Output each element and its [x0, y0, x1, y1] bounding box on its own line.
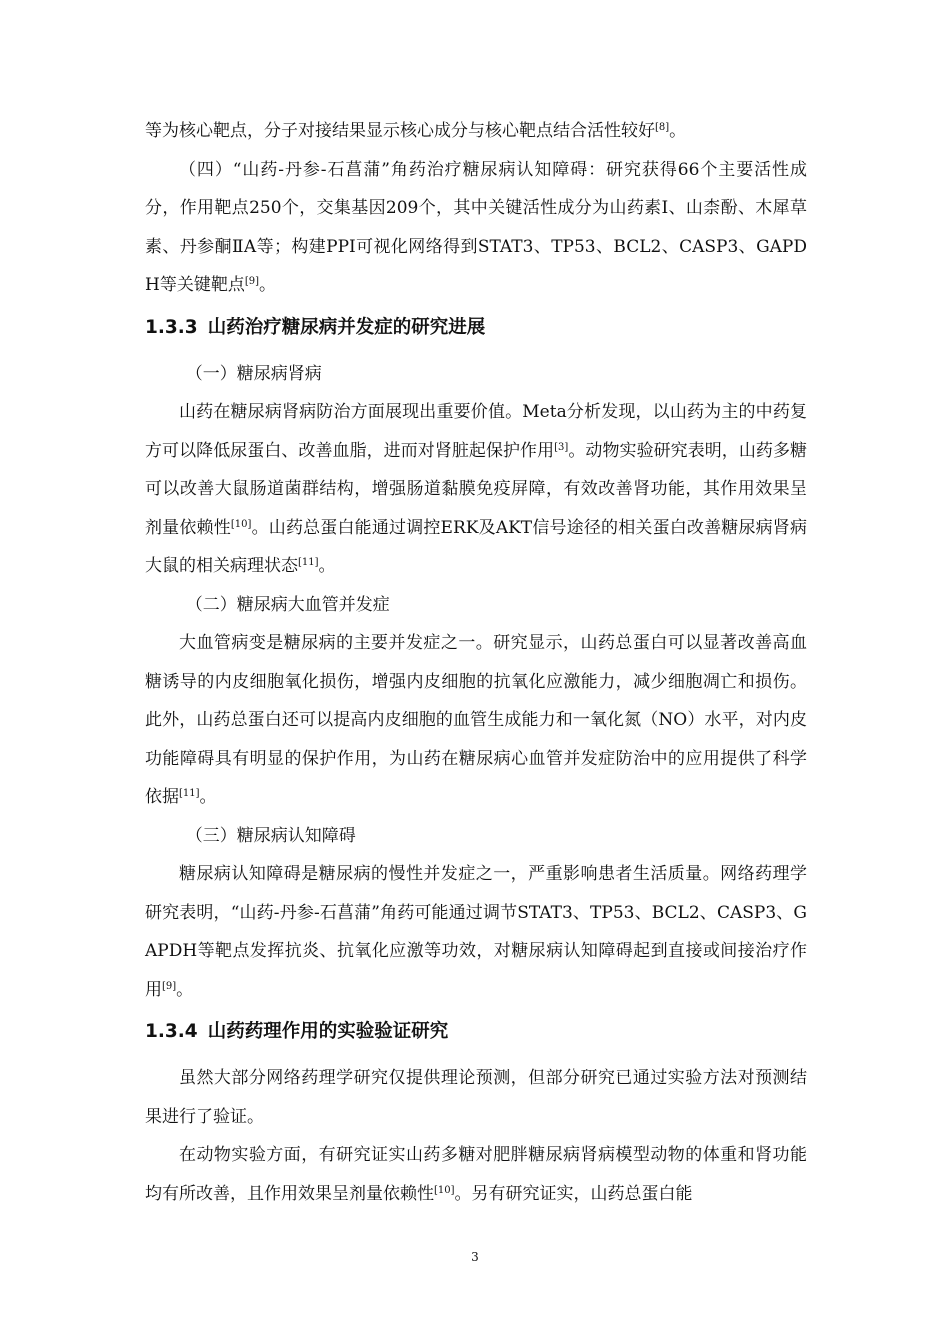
- citation: [10]: [230, 518, 252, 530]
- citation: [10]: [434, 1184, 455, 1196]
- subheading-macrovascular: （二）糖尿病大血管并发症: [185, 594, 390, 615]
- paragraph-nephropathy: 山药在糖尿病肾病防治方面展现出重要价值。Meta分析发现，以山药为主的中药复方可以降低尿蛋白、改善血脂，进而对肾脏起保护作用[3]。动物实验研究表明，山药多糖可以改善大鼠肠道菌群结构，增强肠道黏膜免疫屏障，有效改善肾功能，其作用效果呈剂量依赖性[10]。山药总蛋白能通过调控ERK及AKT信号途径的相关蛋白改善糖尿病肾病大鼠的相关病理状态[11]。: [145, 402, 808, 576]
- paragraph-macrovascular: 大血管病变是糖尿病的主要并发症之一。研究显示，山药总蛋白可以显著改善高血糖诱导的内皮细胞氧化损伤，增强内皮细胞的抗氧化应激能力，减少细胞凋亡和损伤。此外，山药总蛋白还可以提高内皮细胞的血管生成能力和一氧化氮（NO）水平，对内皮功能障碍具有明显的保护作用，为山药在糖尿病心血管并发症防治中的应用提供了科学依据[11]。: [145, 633, 807, 807]
- paragraph-validation-intro: 虽然大部分网络药理学研究仅提供理论预测，但部分研究已通过实验方法对预测结果进行了验证。: [145, 1068, 807, 1127]
- subheading-cognitive: （三）糖尿病认知障碍: [185, 825, 356, 846]
- citation: [11]: [179, 788, 200, 799]
- paragraph-cognitive: 糖尿病认知障碍是糖尿病的慢性并发症之一，严重影响患者生活质量。网络药理学研究表明，“山药-丹参-石菖蒲”角药可能通过调节STAT3、TP53、BCL2、CASP3、GAPDH等靶点发挥抗炎、抗氧化应激等功效，对糖尿病认知障碍起到直接或间接治疗作用[9]。: [145, 864, 807, 1000]
- section-heading-1-3-3: 1.3.3 山药治疗糖尿病并发症的研究进展: [145, 316, 486, 338]
- paragraph-animal-experiment: 在动物实验方面，有研究证实山药多糖对肥胖糖尿病肾病模型动物的体重和肾功能均有所改善，且作用效果呈剂量依赖性[10]。另有研究证实，山药总蛋白能: [145, 1145, 807, 1204]
- subheading-nephropathy: （一）糖尿病肾病: [185, 363, 322, 384]
- page-number: 3: [471, 1250, 479, 1264]
- page-content: [145, 112, 807, 1213]
- citation: [9]: [244, 276, 259, 287]
- citation: [9]: [162, 980, 177, 992]
- paragraph-continued: 等为核心靶点，分子对接结果显示核心成分与核心靶点结合活性较好[8]。: [145, 121, 687, 141]
- citation: [8]: [655, 122, 670, 133]
- citation: [3]: [554, 441, 569, 453]
- section-heading-1-3-4: 1.3.4 山药药理作用的实验验证研究: [145, 1021, 449, 1042]
- paragraph-jiaoyao-network: （四）“山药-丹参-石菖蒲”角药治疗糖尿病认知障碍：研究获得66个主要活性成分，作用靶点250个，交集基因209个，其中关键活性成分为山药素Ⅰ、山柰酚、木犀草素、丹参酮ⅡA等；构建PPI可视化网络得到STAT3、TP53、BCL2、CASP3、GAPDH等关键靶点[9]。: [145, 159, 807, 295]
- citation: [11]: [298, 557, 319, 568]
